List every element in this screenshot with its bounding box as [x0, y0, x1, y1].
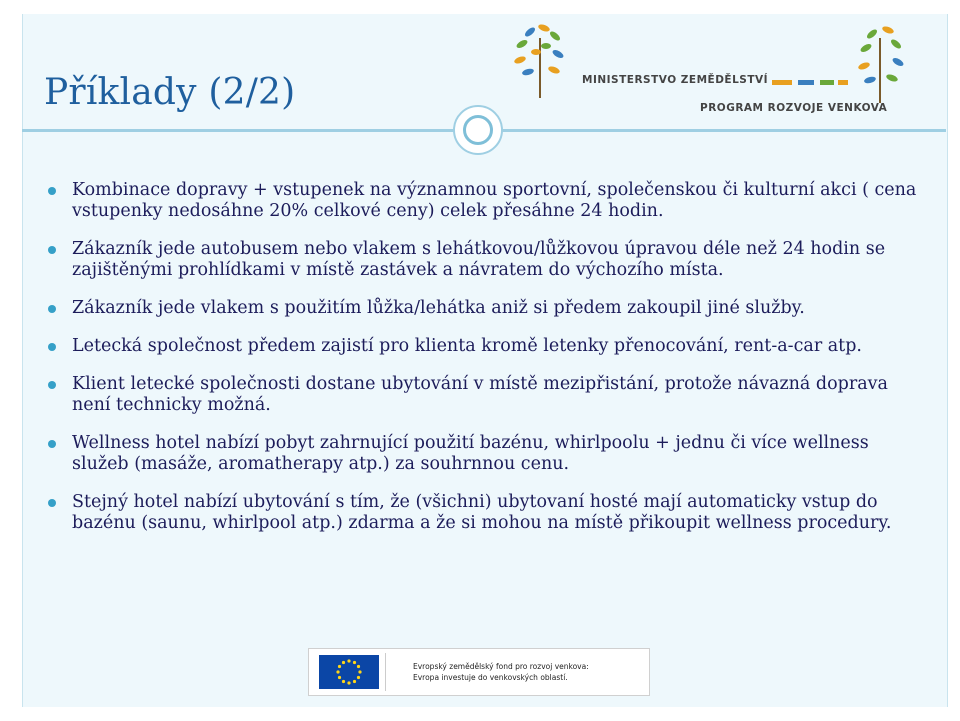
list-item [48, 336, 918, 357]
divider-circle-icon [453, 105, 503, 155]
list-item-text: Zákazník jede autobusem nebo vlakem s lehátkovou/lůžkovou úpravou déle než 24 hodin se zajištěnými prohlídkami v místě zastávek a návratem do výchozího místa. [72, 239, 886, 280]
eu-footer-banner [308, 648, 650, 696]
bullet-icon [48, 305, 56, 313]
list-item [48, 180, 918, 222]
divider-circle-inner [463, 115, 493, 145]
eu-flag-icon [319, 655, 379, 689]
list-item-text: Kombinace dopravy + vstupenek na významnou sportovní, společenskou či kulturní akci ( cena vstupenky nedosáhne 20% celkové ceny) celek přesáhne 24 hodin. [72, 180, 917, 221]
eu-separator [385, 653, 386, 691]
bullet-icon [48, 499, 56, 507]
list-item [48, 492, 918, 534]
list-item [48, 298, 918, 319]
list-item-text: Klient letecké společnosti dostane ubytování v místě mezipřistání, protože návazná doprava není technicky možná. [72, 374, 888, 415]
program-name: PROGRAM ROZVOJE VENKOVA [700, 102, 888, 114]
list-item-text: Letecká společnost předem zajistí pro klienta kromě letenky přenocování, rent-a-car atp. [72, 336, 862, 356]
list-item [48, 239, 918, 281]
eu-line-1: Evropský zemědělský fond pro rozvoj venkova: [413, 662, 589, 671]
list-item-text: Wellness hotel nabízí pobyt zahrnující použití bazénu, whirlpoolu + jednu či více wellness služeb (masáže, aromatherapy atp.) za souhrnnou cenu. [72, 433, 869, 474]
bullet-icon [48, 187, 56, 195]
slide-title: Příklady (2/2) [44, 72, 296, 113]
list-item-text: Stejný hotel nabízí ubytování s tím, že (všichni) ubytovaní hosté mají automaticky vstup do bazénu (saunu, whirlpool atp.) zdarma a že si mohou na místě přikoupit wellness procedury. [72, 492, 892, 533]
bullet-icon [48, 343, 56, 351]
eu-stars [319, 655, 379, 689]
list-item [48, 433, 918, 475]
ministry-logo [500, 18, 930, 128]
bullet-icon [48, 246, 56, 254]
eu-fund-text [413, 661, 589, 683]
bullet-list [48, 180, 918, 534]
list-item-text: Zákazník jede vlakem s použitím lůžka/lehátka aniž si předem zakoupil jiné služby. [72, 298, 805, 318]
ministry-name: MINISTERSTVO ZEMĚDĚLSTVÍ [582, 74, 769, 86]
bullet-icon [48, 381, 56, 389]
bullet-icon [48, 440, 56, 448]
list-item [48, 374, 918, 416]
eu-line-2: Evropa investuje do venkovských oblastí. [413, 673, 568, 682]
